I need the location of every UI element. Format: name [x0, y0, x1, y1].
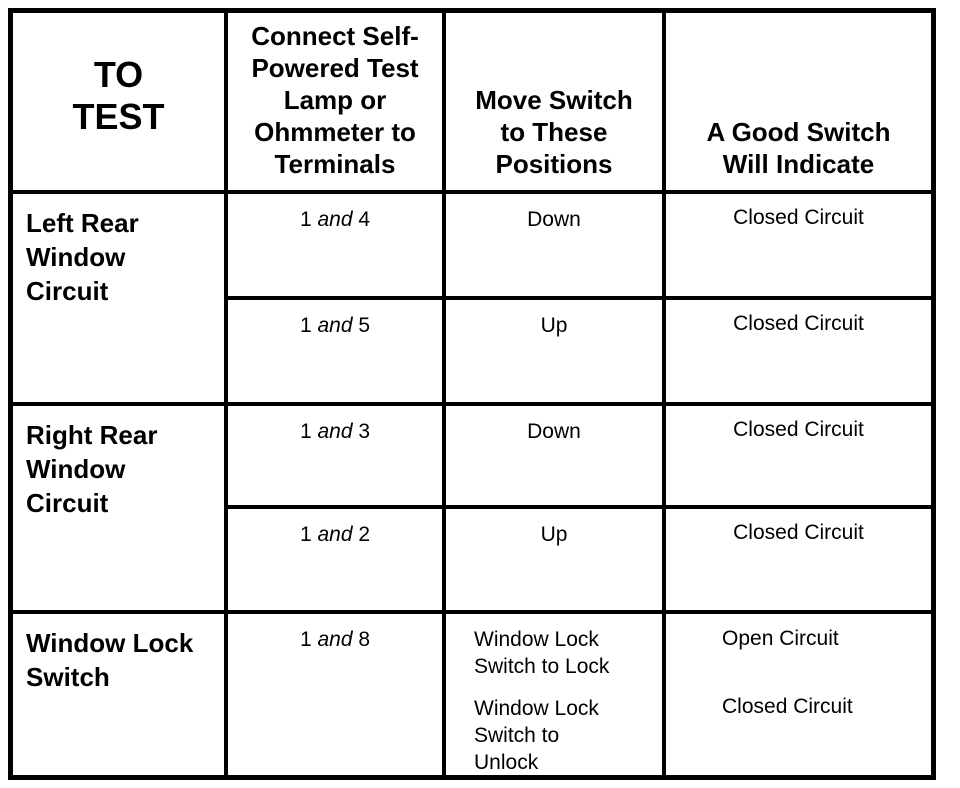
terminals-cell: 1 and 4 — [299, 208, 371, 231]
header-to-test: TO TEST — [72, 54, 165, 137]
row-divider-2 — [226, 505, 936, 509]
indicate-cell: Closed Circuit — [733, 418, 864, 441]
position-cell: Up — [540, 314, 568, 337]
header-good-switch: A Good Switch Will Indicate — [706, 117, 891, 179]
indicate-cell: Closed Circuit — [733, 206, 864, 229]
indicate-cell: Closed Circuit — [733, 521, 864, 544]
section-title-left-rear: Left Rear Window Circuit — [26, 208, 139, 306]
header-move-switch: Move Switch to These Positions — [475, 85, 633, 179]
indicate-cell-open: Open Circuit — [722, 627, 839, 650]
position-cell: Down — [527, 420, 581, 443]
indicate-cell-closed: Closed Circuit — [722, 695, 853, 718]
position-cell: Down — [527, 208, 581, 231]
position-cell-unlock: Window Lock Switch to Unlock — [474, 697, 599, 774]
section-divider-2 — [8, 610, 936, 614]
terminals-cell: 1 and 3 — [299, 420, 371, 443]
position-cell: Up — [540, 523, 568, 546]
terminals-cell: 1 and 5 — [299, 314, 371, 337]
section-title-right-rear: Right Rear Window Circuit — [26, 420, 158, 518]
position-cell-lock: Window Lock Switch to Lock — [474, 628, 610, 678]
header-divider — [8, 190, 936, 194]
indicate-cell: Closed Circuit — [733, 312, 864, 335]
header-connect-terminals: Connect Self- Powered Test Lamp or Ohmmeter to Terminals — [251, 21, 419, 179]
terminals-cell: 1 and 2 — [299, 523, 371, 546]
section-divider-1 — [8, 402, 936, 406]
terminals-cell: 1 and 8 — [299, 628, 371, 651]
section-title-window-lock: Window Lock Switch — [26, 628, 194, 692]
row-divider-1 — [226, 296, 936, 300]
